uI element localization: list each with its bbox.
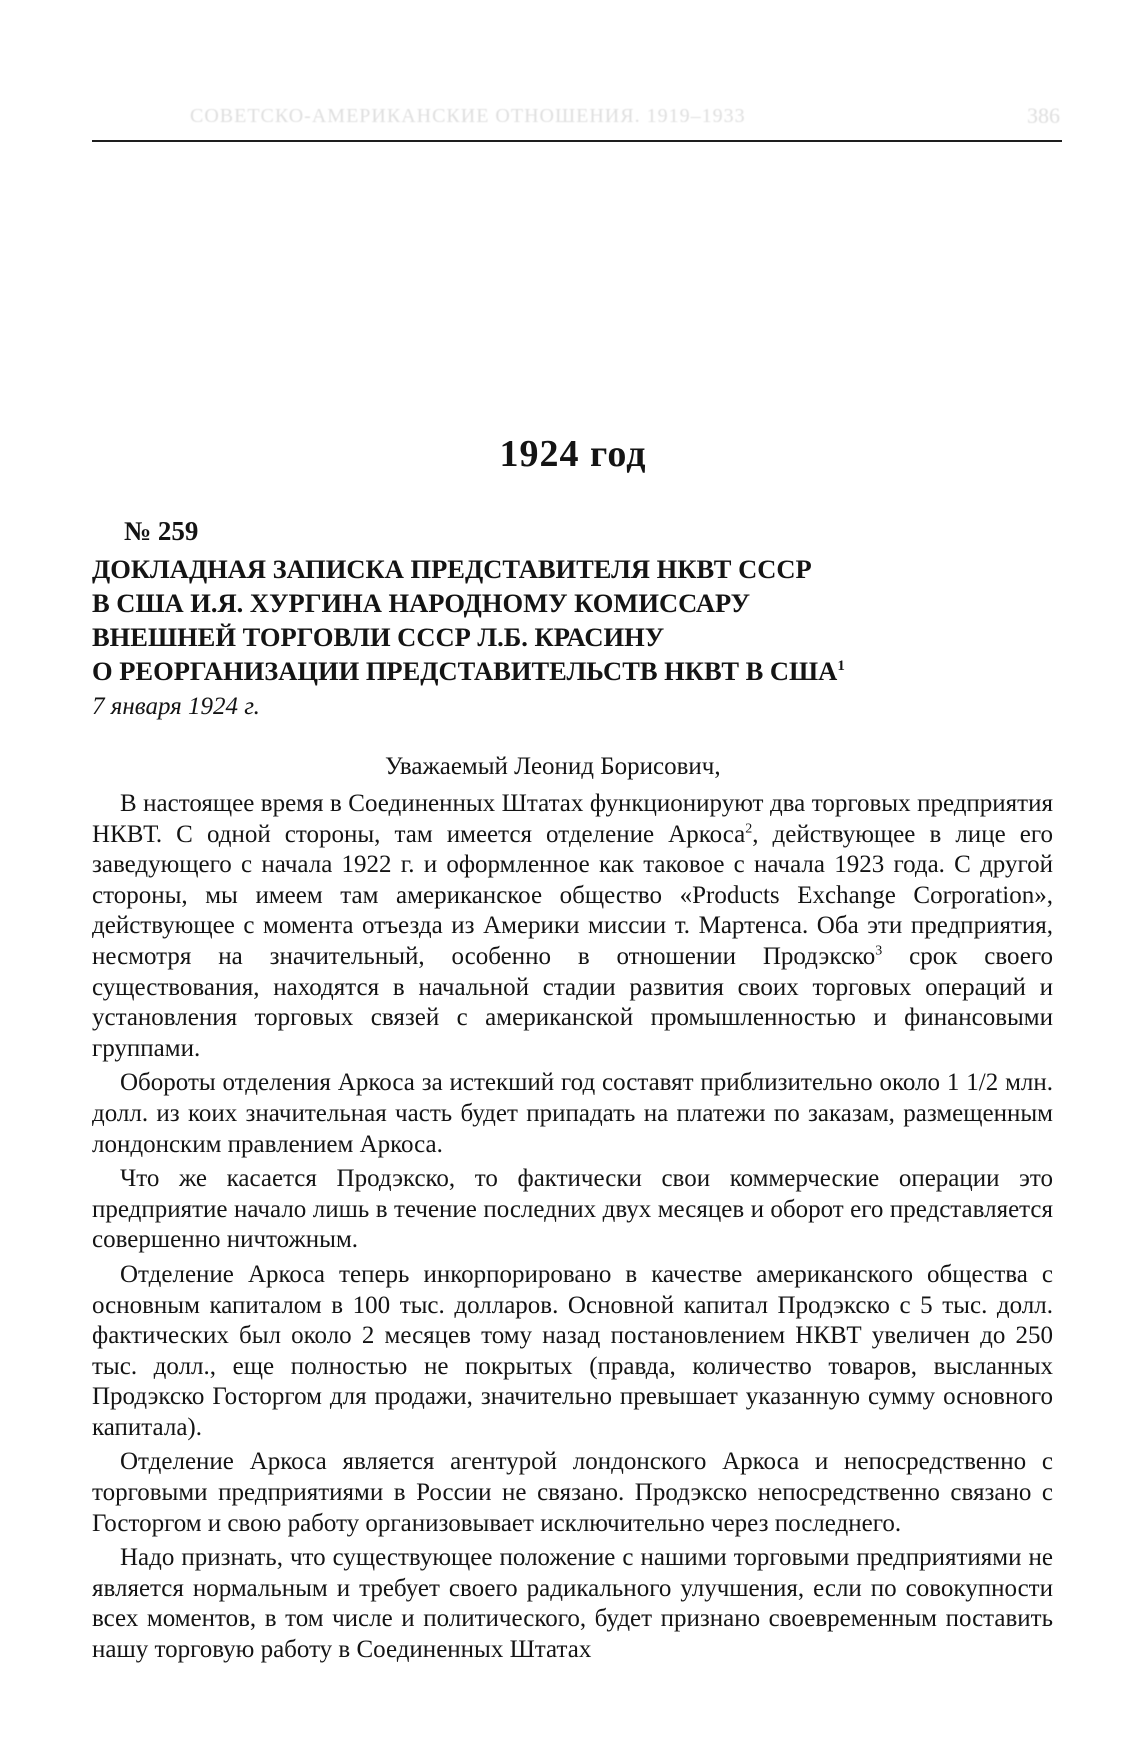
body-paragraph: Надо признать, что существующее положение с нашими торговыми предприятиями не является нормальным и требует своего радикального улучшения, если по совокупности всех моментов, в том числе и политического, будет признано своевременным поставить нашу торговую работу в Соединенных Штатах bbox=[92, 1544, 1053, 1664]
show-through-header: СОВЕТСКО-АМЕРИКАНСКИЕ ОТНОШЕНИЯ. 1919–1933 bbox=[190, 105, 746, 127]
header-rule bbox=[92, 140, 1062, 142]
title-line: ВНЕШНЕЙ ТОРГОВЛИ СССР Л.Б. КРАСИНУ bbox=[92, 622, 665, 652]
document-date: 7 января 1924 г. bbox=[92, 693, 260, 720]
section-year-heading: 1924 год bbox=[499, 433, 647, 475]
body-paragraph: В настоящее время в Соединенных Штатах функционируют два торговых предприятия НКВТ. С одной стороны, там имеется отделение Аркоса$^2$, действующее в лице его заведующего с начала 1922 г. и оформленное как таковое с начала 1923 года. С другой стороны, мы имеем там американское общество «Products Exchange Corporation», действующее с момента отъезда из Америки миссии т. Мартенса. Оба эти предприятия, несмотря на значительный, особенно в отношении Продэкско$^3$ срок своего существования, находятся в начальной стадии развития своих торговых операций и установления торговых связей с американской промышленностью и финансовыми группами. bbox=[92, 790, 1053, 1062]
footnote-marker: 2 bbox=[745, 821, 753, 837]
footnote-marker: 3 bbox=[875, 943, 883, 959]
salutation: Уважаемый Леонид Борисович, bbox=[385, 753, 721, 780]
title-line: ДОКЛАДНАЯ ЗАПИСКА ПРЕДСТАВИТЕЛЯ НКВТ СССР bbox=[92, 554, 812, 584]
document-body bbox=[92, 789, 1053, 1670]
show-through-page-number: 386 bbox=[1027, 103, 1060, 128]
body-paragraph: Обороты отделения Аркоса за истекший год составят приблизительно около 1 1/2 млн. долл. из коих значительная часть будет припадать на платежи по заказам, размещенным лондонским правлением Аркоса. bbox=[92, 1069, 1053, 1158]
title-footnote-marker: 1 bbox=[837, 658, 845, 675]
body-paragraph: Отделение Аркоса является агентурой лондонского Аркоса и непосредственно с торговыми предприятиями в России не связано. Продэкско непосредственно связано с Госторгом и свою работу организовывает исключительно через последнего. bbox=[92, 1448, 1053, 1537]
body-paragraph: Что же касается Продэкско, то фактически свои коммерческие операции это предприятие начало лишь в течение последних двух месяцев и оборот его представляется совершенно ничтожным. bbox=[92, 1165, 1053, 1254]
document-title bbox=[92, 552, 1072, 688]
body-paragraph: Отделение Аркоса теперь инкорпорировано в качестве американского общества с основным капиталом в 100 тыс. долларов. Основной капитал Продэкско с 5 тыс. долл. фактических был около 2 месяцев тому назад постановлением НКВТ увеличен до 250 тыс. долл., еще полностью не покрытых (правда, количество товаров, высланных Продэкско Госторгом для продажи, значительно превышает указанную сумму основного капитала). bbox=[92, 1260, 1053, 1441]
title-line: В США И.Я. ХУРГИНА НАРОДНОМУ КОМИССАРУ bbox=[92, 588, 751, 618]
title-line: О РЕОРГАНИЗАЦИИ ПРЕДСТАВИТЕЛЬСТВ НКВТ В США bbox=[92, 656, 838, 686]
document-number: № 259 bbox=[124, 516, 199, 546]
